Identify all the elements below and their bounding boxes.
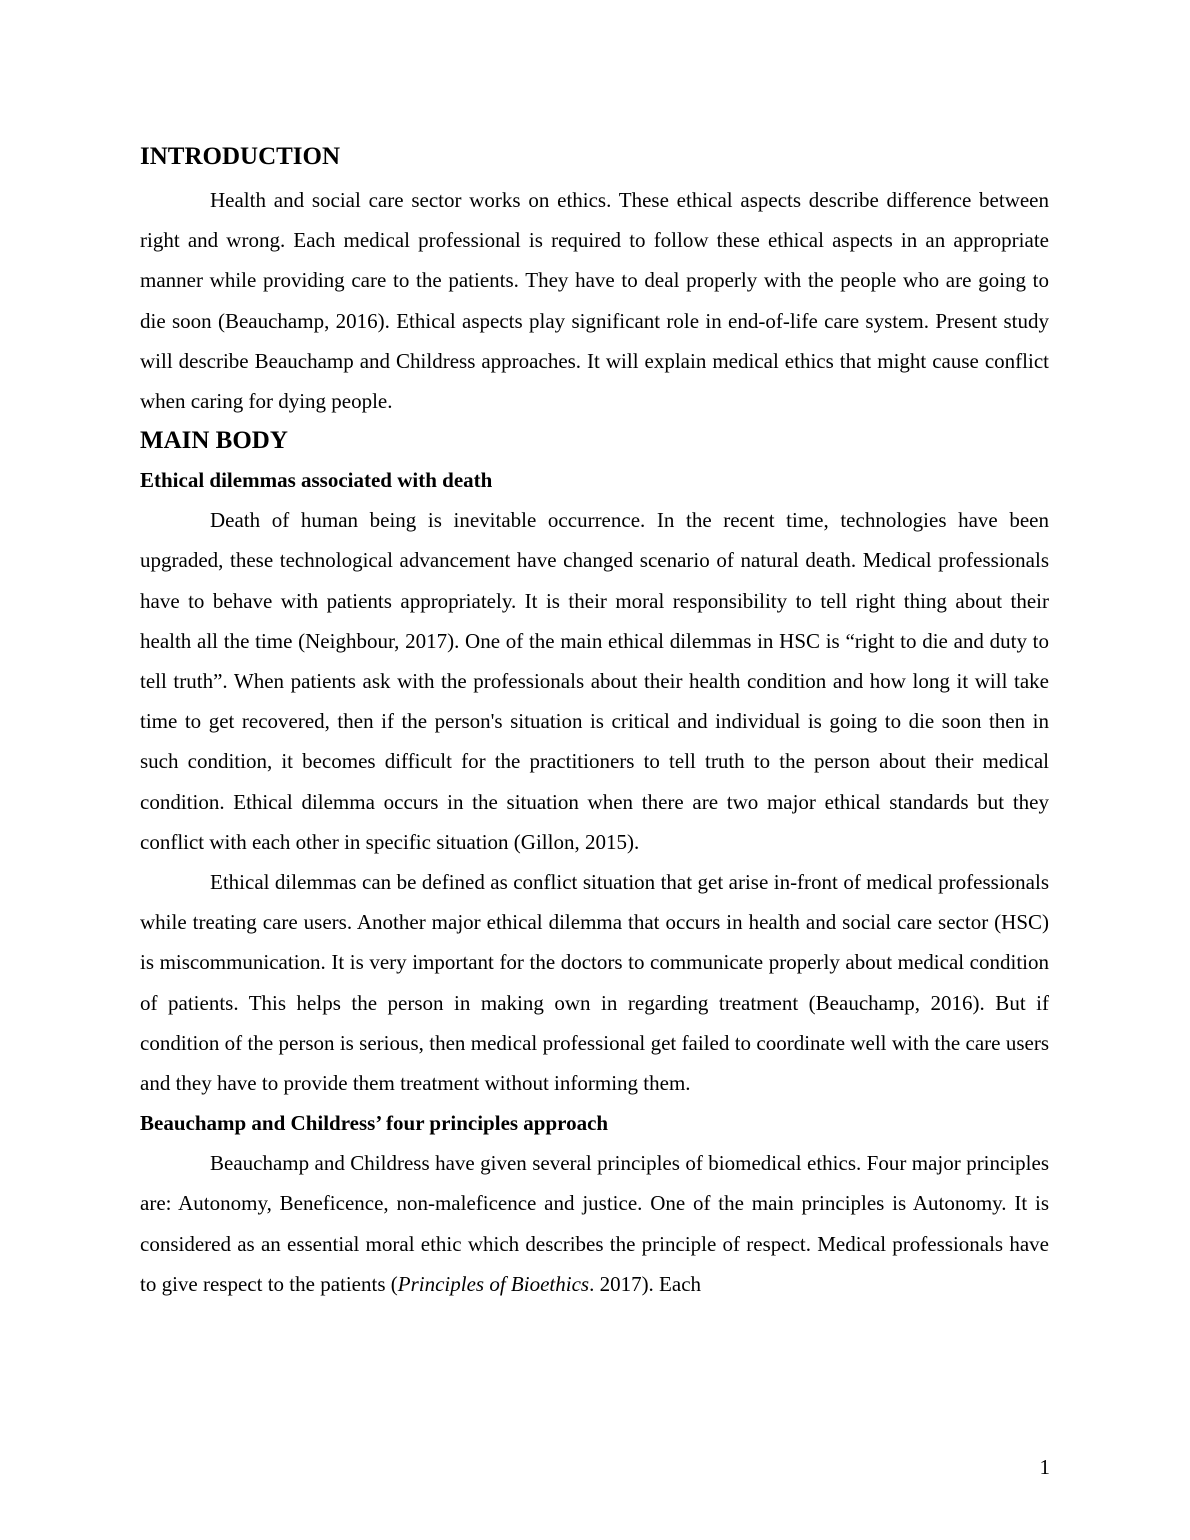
page-number: 1 [1039, 1455, 1050, 1479]
document-page [140, 138, 1049, 1304]
four-principles-italic-citation: Principles of Bioethics [397, 1271, 590, 1296]
introduction-paragraph: Health and social care sector works on ethics. These ethical aspects describe difference between right and wrong. Each medical professional is required to follow these ethical aspects in an appropriate manner while providing care to the patients. They have to deal properly with the people who are going to die soon (Beauchamp, 2016). Ethical aspects play significant role in end-of-life care system. Present study will describe Beauchamp and Childress approaches. It will explain medical ethics that might cause conflict when caring for dying people. [140, 188, 1049, 414]
four-principles-heading: Beauchamp and Childress’ four principles approach [140, 1111, 609, 1136]
ethical-dilemmas-paragraph-2: Ethical dilemmas can be defined as conflict situation that get arise in-front of medical professionals while treating care users. Another major ethical dilemma that occurs in health and social care sector (HSC) is miscommunication. It is very important for the doctors to communicate properly about medical condition of patients. This helps the person in making own in regarding treatment (Beauchamp, 2016). But if condition of the person is serious, then medical professional get failed to coordinate well with the care users and they have to provide them treatment without informing them. [140, 870, 1049, 1096]
four-principles-paragraph [140, 1143, 1049, 1304]
introduction-heading: INTRODUCTION [140, 143, 341, 170]
four-principles-text-before: Beauchamp and Childress have given several principles of biomedical ethics. Four major principles are: Autonomy, Beneficence, non-maleficence and justice. One of the main principles is Autonomy. It is considered as an essential moral ethic which describes the principle of respect. Medical professionals have to give respect to the patients ( [140, 1151, 1049, 1296]
ethical-dilemmas-paragraph-1: Death of human being is inevitable occurrence. In the recent time, technologies have been upgraded, these technological advancement have changed scenario of natural death. Medical professionals have to behave with patients appropriately. It is their moral responsibility to tell right thing about their health all the time (Neighbour, 2017). One of the main ethical dilemmas in HSC is “right to die and duty to tell truth”. When patients ask with the professionals about their health condition and how long it will take time to get recovered, then if the person's situation is critical and individual is going to die soon then in such condition, it becomes difficult for the practitioners to tell truth to the person about their medical condition. Ethical dilemma occurs in the situation when there are two major ethical standards but they conflict with each other in specific situation (Gillon, 2015). [140, 508, 1049, 854]
main-body-heading: MAIN BODY [140, 427, 288, 455]
ethical-dilemmas-heading: Ethical dilemmas associated with death [140, 468, 493, 493]
four-principles-text-after: . 2017). Each [589, 1271, 702, 1296]
